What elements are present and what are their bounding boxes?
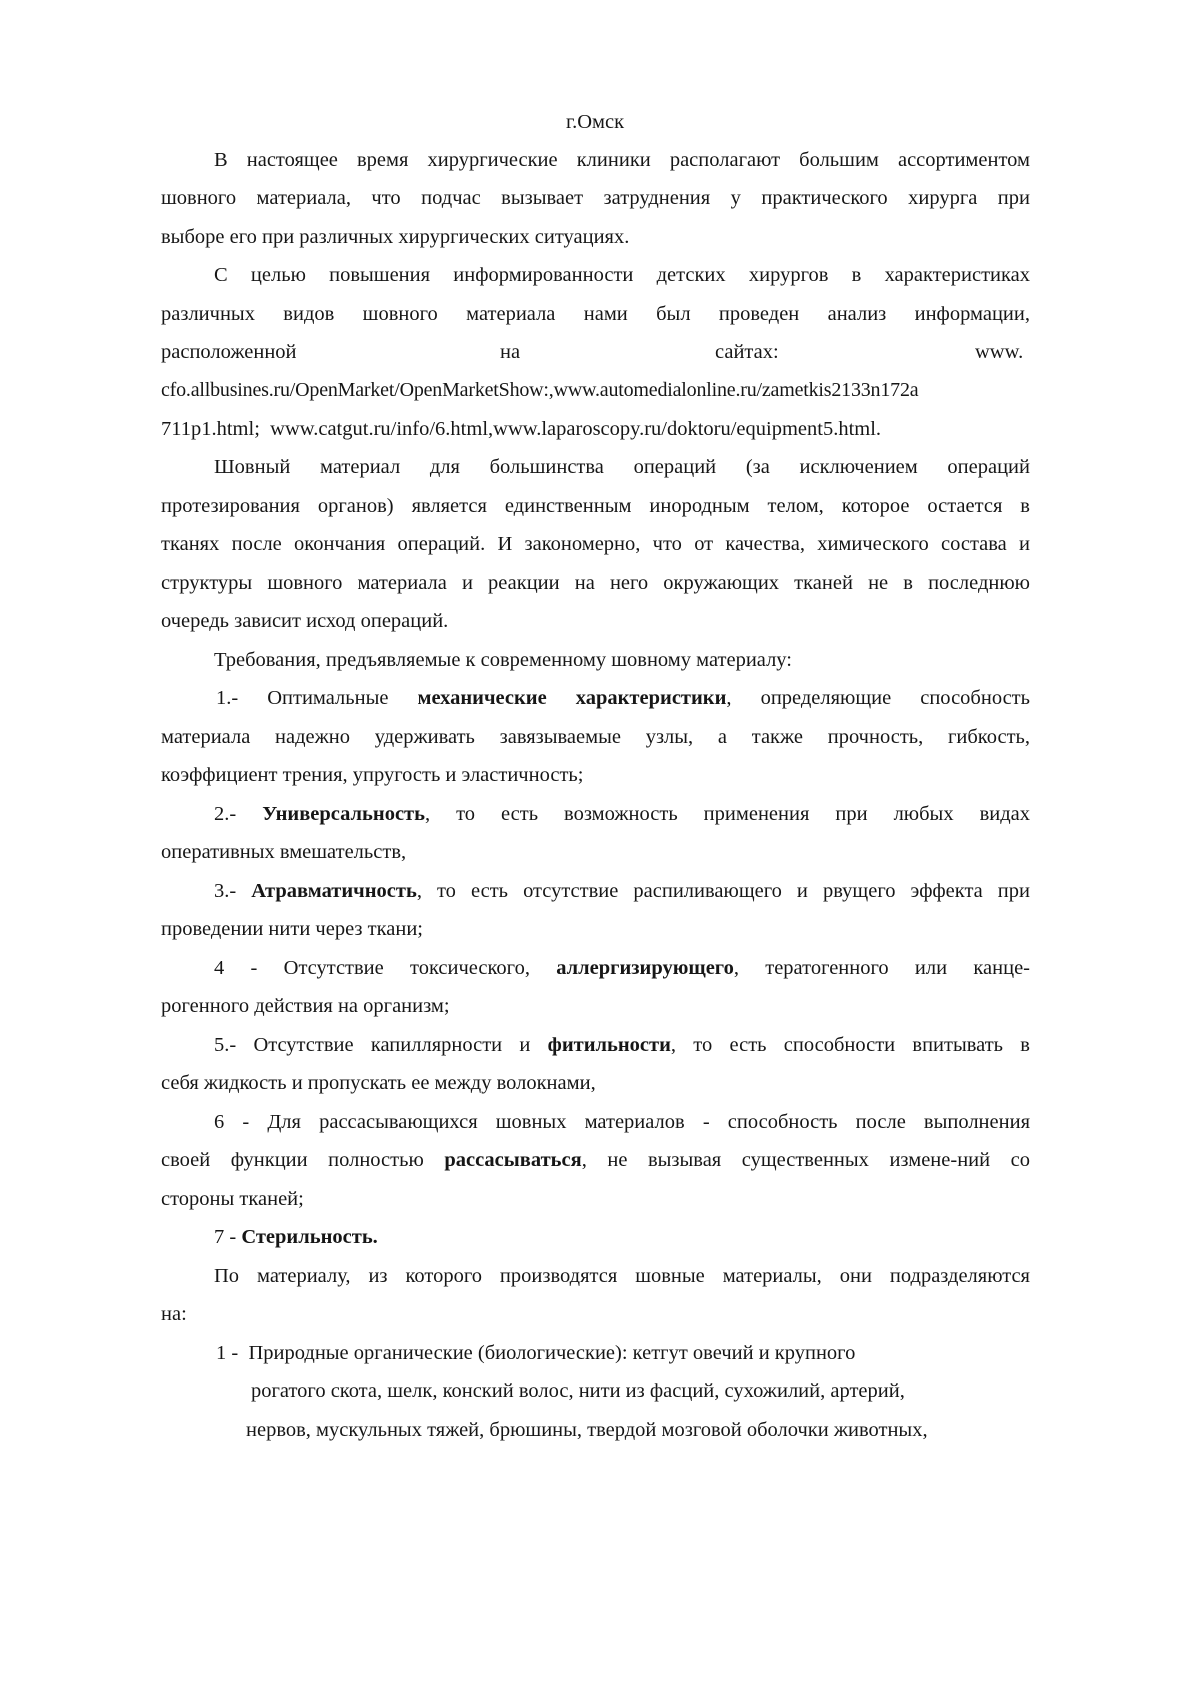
requirement-6-line-1: 6 - Для рассасывающихся шовных материалов - способность после выполнения — [214, 1111, 1030, 1133]
paragraph-2-line-3-word-2: на — [500, 341, 521, 363]
type-1-line-3: нервов, мускульных тяжей, брюшины, твердой мозговой оболочки животных, — [246, 1419, 928, 1441]
requirement-4-number: 4 - Отсутствие токсического, — [214, 957, 557, 979]
paragraph-3-line-5: очередь зависит исход операций. — [161, 610, 449, 632]
requirement-1-line-3: коэффициент трения, упругость и эластичность; — [161, 764, 584, 786]
requirement-5-term: фитильности — [547, 1034, 671, 1056]
city-heading: г.Омск — [565, 111, 625, 133]
paragraph-3-line-2: протезирования органов) является единственным инородным телом, которое остается в — [161, 495, 1030, 517]
requirement-2-text: , то есть возможность применения при любых видах — [424, 803, 1031, 825]
paragraph-2-url-line-2: 711p1.html; www.catgut.ru/info/6.html,www.laparoscopy.ru/doktoru/equipment5.html. — [161, 418, 882, 440]
requirement-4-line-2: рогенного действия на организм; — [161, 995, 450, 1017]
requirement-5-text: , то есть способности впитывать в — [670, 1034, 1030, 1056]
requirement-2-term: Универсальность — [262, 803, 425, 825]
requirement-3-line-2: проведении нити через ткани; — [161, 918, 423, 940]
requirement-5-number: 5.- Отсутствие капиллярности и — [214, 1034, 548, 1056]
requirement-6-text-b: , не вызывая существенных измене-ний со — [581, 1149, 1030, 1171]
paragraph-1-line-2: шовного материала, что подчас вызывает затруднения у практического хирурга при — [161, 187, 1030, 209]
requirement-6-term: рассасываться — [444, 1149, 582, 1171]
requirement-3-text: , то есть отсутствие распиливающего и рвущего эффекта при — [416, 880, 1030, 902]
type-1-line-2: рогатого скота, шелк, конский волос, нити из фасций, сухожилий, артерий, — [251, 1380, 905, 1402]
paragraph-1-line-1: В настоящее время хирургические клиники располагают большим ассортиментом — [214, 149, 1030, 171]
paragraph-3-line-4: структуры шовного материала и реакции на него окружающих тканей не в последнюю — [161, 572, 1030, 594]
requirement-2-line-2: оперативных вмешательств, — [161, 841, 407, 863]
requirement-4-term: аллергизирующего — [556, 957, 734, 979]
paragraph-2-line-1: С целью повышения информированности детских хирургов в характеристиках — [214, 264, 1030, 286]
requirement-3-line-1 — [214, 878, 1030, 904]
requirement-6-line-3: стороны тканей; — [161, 1188, 304, 1210]
requirement-3-term: Атравматичность — [251, 880, 417, 902]
requirement-4-text: , тератогенного или канце- — [733, 957, 1030, 979]
requirement-1-text: , определяющие способность — [726, 687, 1030, 709]
paragraph-3-line-1: Шовный материал для большинства операций (за исключением операций — [214, 456, 1030, 478]
requirement-7-number: 7 - — [214, 1226, 242, 1248]
requirement-7-line-1 — [214, 1224, 378, 1250]
requirement-3-number: 3.- — [214, 880, 252, 902]
paragraph-2-line-3-word-4: www. — [975, 341, 1024, 363]
requirement-1-term: механические характеристики — [417, 687, 727, 709]
classification-line-1: По материалу, из которого производятся шовные материалы, они подразделяются — [214, 1265, 1030, 1287]
requirements-intro: Требования, предъявляемые к современному шовному материалу: — [214, 649, 792, 671]
paragraph-1-line-3: выборе его при различных хирургических ситуациях. — [161, 226, 630, 248]
requirement-7-term: Стерильность. — [241, 1226, 378, 1248]
requirement-1-line-2: материала надежно удерживать завязываемые узлы, а также прочность, гибкость, — [161, 726, 1030, 748]
classification-line-2: на: — [161, 1303, 187, 1325]
paragraph-3-line-3: тканях после окончания операций. И закономерно, что от качества, химического состава и — [161, 533, 1030, 555]
paragraph-2-url-line-1: cfo.allbusines.ru/OpenMarket/OpenMarketShow:,www.automedialonline.ru/zametkis2133n172a — [161, 379, 919, 401]
requirement-6-text-a: своей функции полностью — [161, 1149, 445, 1171]
requirement-2-line-1 — [214, 801, 1030, 827]
requirement-5-line-1 — [214, 1032, 1030, 1058]
paragraph-2-line-3-word-3: сайтах: — [715, 341, 779, 363]
paragraph-2-line-2: различных видов шовного материала нами был проведен анализ информации, — [161, 303, 1030, 325]
requirement-1-number: 1.- Оптимальные — [216, 687, 418, 709]
requirement-2-number: 2.- — [214, 803, 263, 825]
requirement-6-line-2 — [161, 1147, 1030, 1173]
requirement-1-line-1 — [216, 685, 1030, 711]
requirement-5-line-2: себя жидкость и пропускать ее между волокнами, — [161, 1072, 596, 1094]
paragraph-2-line-3-word-1: расположенной — [161, 341, 297, 363]
requirement-4-line-1 — [214, 955, 1030, 981]
type-1-line-1: 1 - Природные органические (биологические): кетгут овечий и крупного — [216, 1342, 856, 1364]
